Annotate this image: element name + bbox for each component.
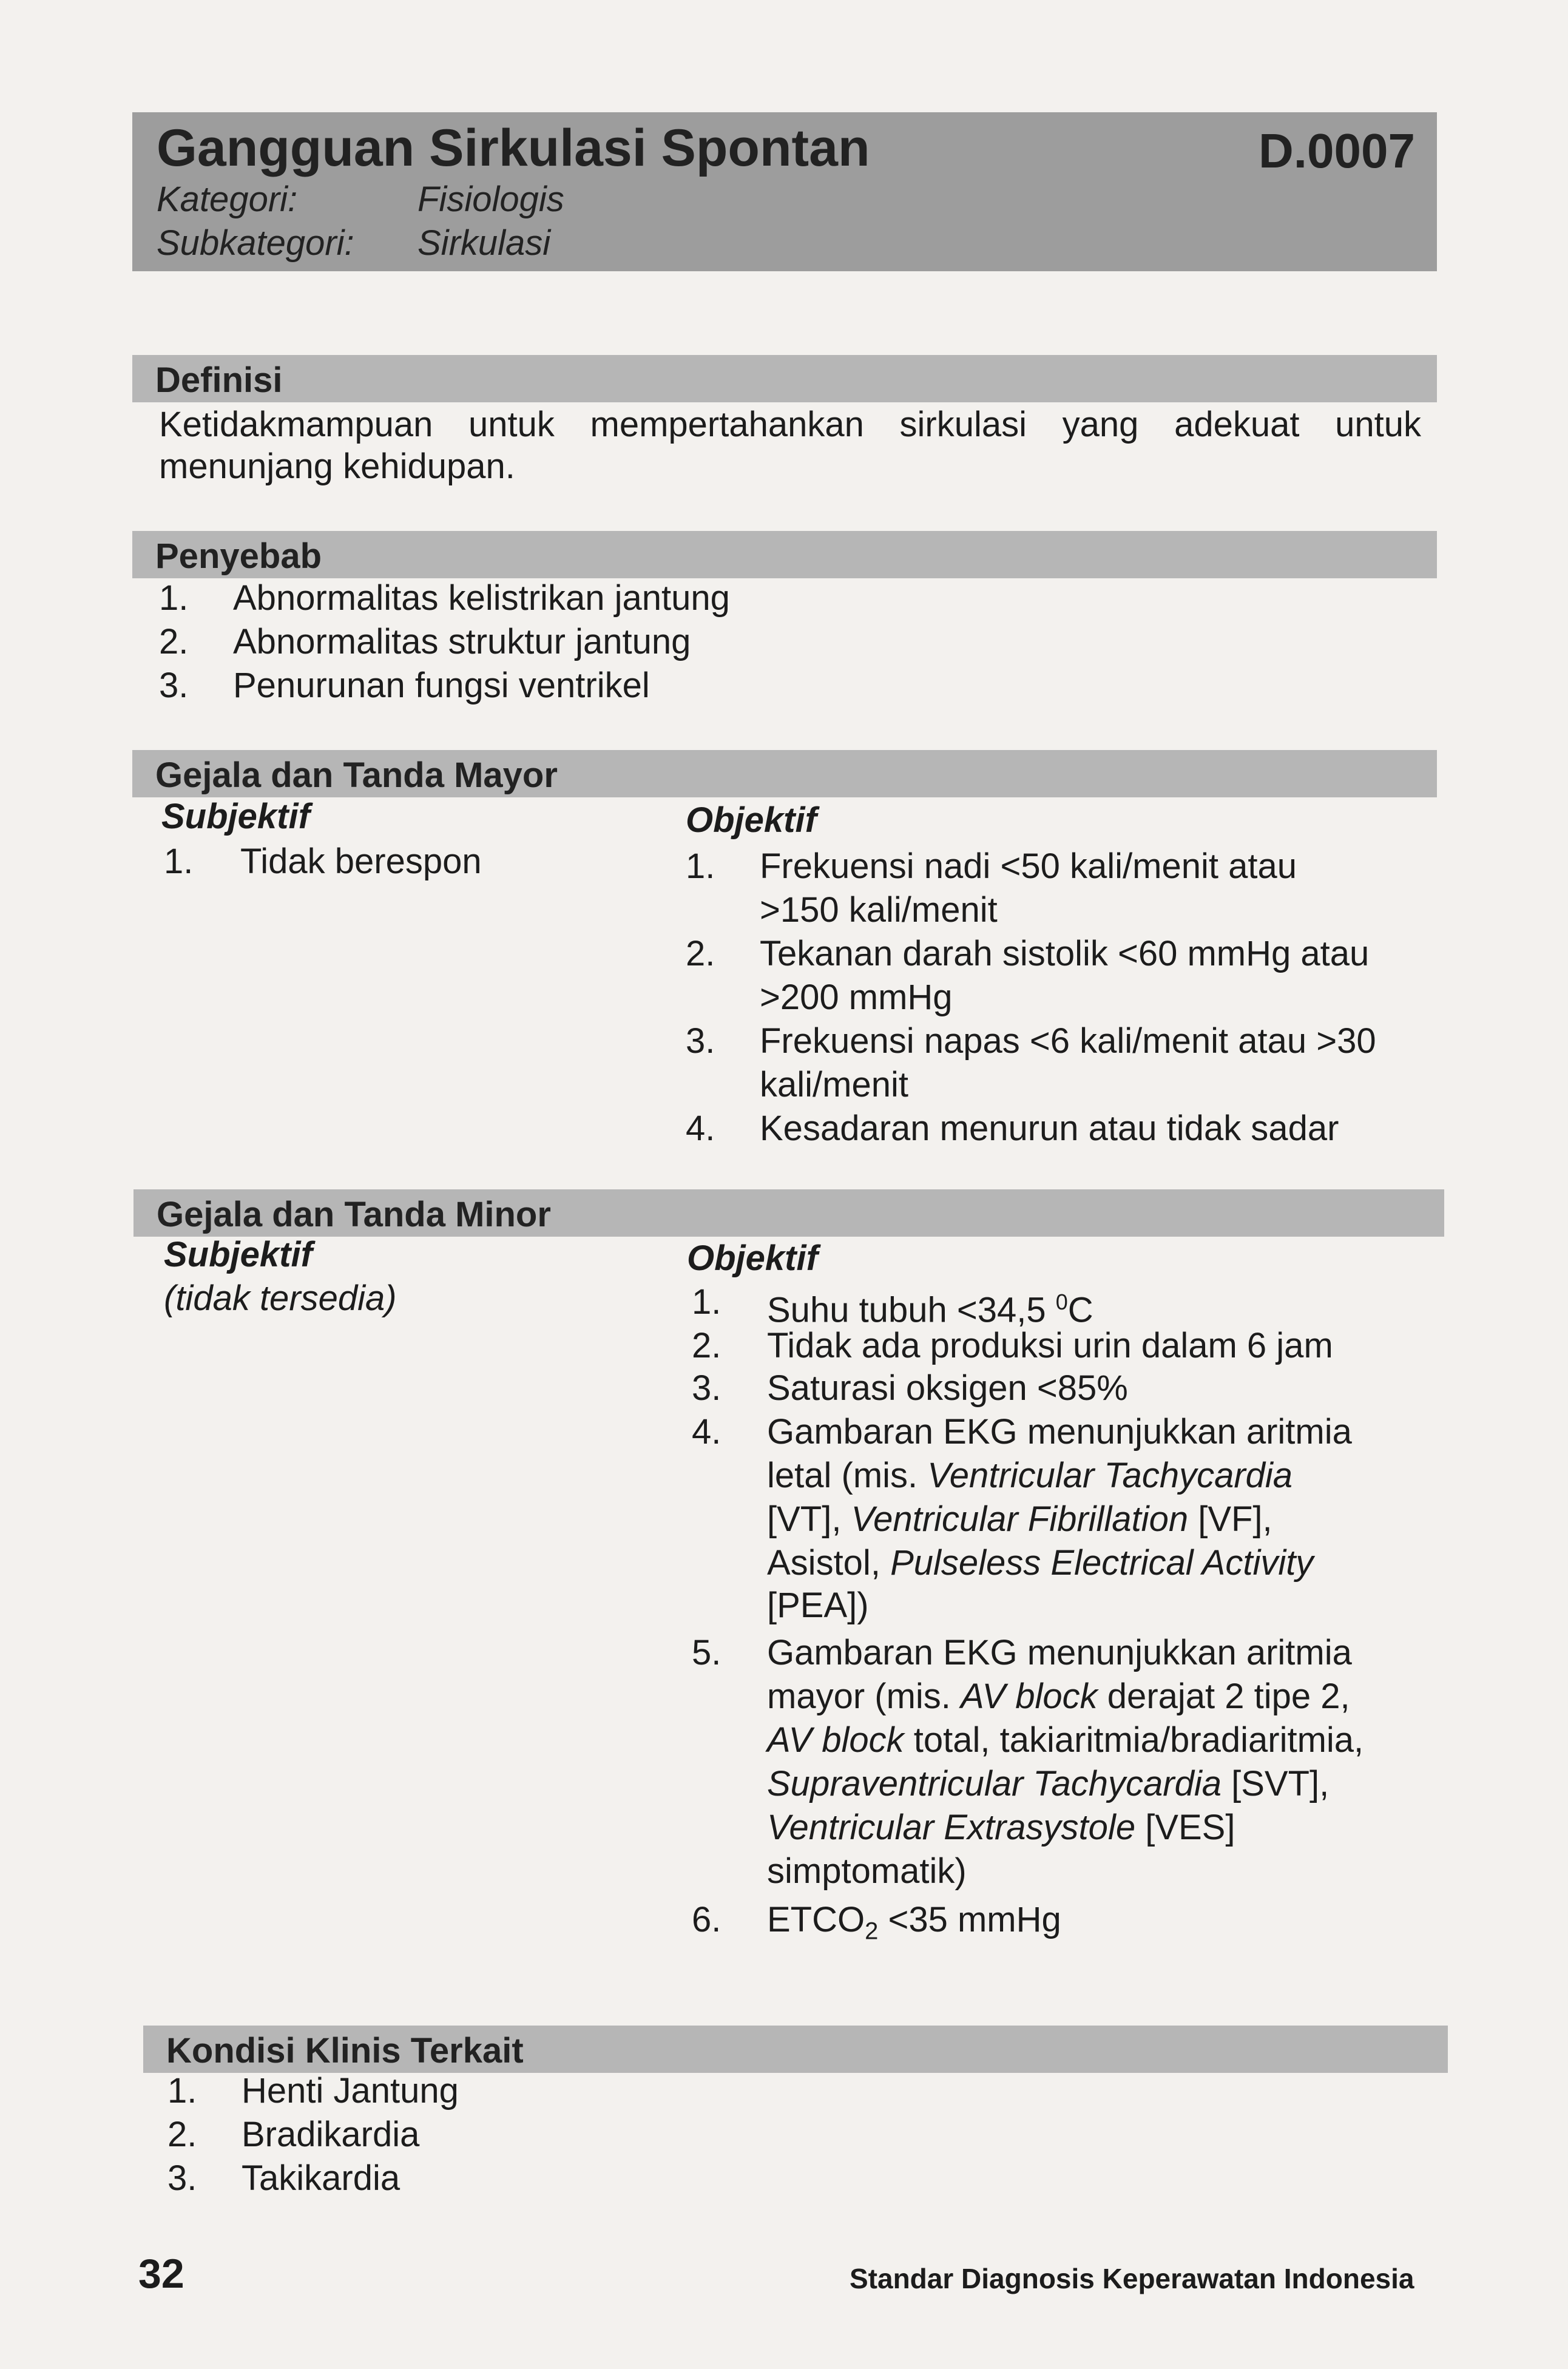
mayor-objektif-line: Tekanan darah sistolik <60 mmHg atau [760, 934, 1370, 973]
kategori-value: Fisiologis [417, 180, 564, 219]
penyebab-item: Penurunan fungsi ventrikel [233, 666, 650, 705]
mayor-objektif-label: Objektif [686, 800, 817, 840]
mayor-objektif-line: kali/menit [760, 1065, 908, 1104]
minor-objektif-line: Saturasi oksigen <85% [767, 1368, 1128, 1408]
mayor-objektif-num: 1. [686, 847, 715, 886]
minor-objektif-num: 6. [692, 1900, 721, 1939]
minor-objektif-line: Tidak ada produksi urin dalam 6 jam [767, 1326, 1333, 1365]
minor-objektif-num: 3. [692, 1368, 721, 1408]
text-run-italic: Ventricular Extrasystole [767, 1808, 1136, 1847]
diagnosis-title: Gangguan Sirkulasi Spontan [157, 119, 870, 177]
minor-objektif-line: Gambaran EKG menunjukkan aritmia [767, 1633, 1352, 1672]
text-run: letal (mis. [767, 1456, 928, 1495]
text-run: [SVT], [1222, 1764, 1330, 1803]
text-run-italic: AV block [767, 1720, 904, 1760]
penyebab-num: 3. [159, 666, 189, 705]
minor-objektif-line [767, 1762, 1329, 1806]
minor-objektif-line: simptomatik) [767, 1851, 967, 1891]
definisi-line-2: menunjang kehidupan. [159, 447, 515, 486]
kondisi-num: 2. [167, 2115, 197, 2154]
penyebab-heading: Penyebab [155, 536, 322, 576]
definisi-bar [132, 355, 1437, 402]
mayor-objektif-line: Frekuensi nadi <50 kali/menit atau [760, 847, 1297, 886]
penyebab-item: Abnormalitas struktur jantung [233, 622, 691, 661]
mayor-objektif-line: Kesadaran menurun atau tidak sadar [760, 1109, 1339, 1148]
mayor-subjektif-num: 1. [164, 842, 194, 881]
subkategori-value: Sirkulasi [417, 223, 551, 263]
text-run: Asistol, [767, 1543, 891, 1583]
definisi-line-1: Ketidakmampuan untuk mempertahankan sirkulasi yang adekuat untuk [159, 405, 1421, 444]
kondisi-item: Takikardia [242, 2158, 400, 2198]
penyebab-num: 1. [159, 578, 189, 618]
text-run: derajat 2 tipe 2, [1097, 1677, 1350, 1716]
minor-objektif-line: Gambaran EKG menunjukkan aritmia [767, 1412, 1352, 1451]
penyebab-num: 2. [159, 622, 189, 661]
kondisi-item: Bradikardia [242, 2115, 420, 2154]
minor-objektif-num: 2. [692, 1326, 721, 1365]
kondisi-heading: Kondisi Klinis Terkait [166, 2031, 524, 2070]
suhu-text: Suhu tubuh <34,5 [767, 1290, 1046, 1330]
text-run: [VT], [767, 1499, 851, 1539]
penyebab-item: Abnormalitas kelistrikan jantung [233, 578, 730, 618]
text-run: total, takiaritmia/bradiaritmia, [904, 1720, 1364, 1760]
etco-sub: 2 [865, 1918, 879, 1945]
kondisi-num: 3. [167, 2158, 197, 2198]
page-number: 32 [138, 2251, 184, 2297]
minor-objektif-num: 4. [692, 1412, 721, 1451]
text-run-italic: Supraventricular Tachycardia [767, 1764, 1222, 1803]
mayor-objektif-num: 4. [686, 1109, 715, 1148]
text-run: [VES] [1135, 1808, 1235, 1847]
minor-subjektif-label: Subjektif [164, 1235, 313, 1274]
text-run-italic: AV block [961, 1677, 1098, 1716]
mayor-subjektif-label: Subjektif [161, 797, 310, 836]
kondisi-bar [143, 2026, 1448, 2073]
minor-objektif-num: 5. [692, 1633, 721, 1672]
kondisi-item: Henti Jantung [242, 2071, 459, 2110]
mayor-objektif-line: >200 mmHg [760, 978, 953, 1017]
subkategori-label: Subkategori: [157, 223, 354, 263]
text-run-italic: Ventricular Fibrillation [851, 1499, 1189, 1539]
kondisi-num: 1. [167, 2071, 197, 2110]
minor-objektif-label: Objektif [687, 1239, 818, 1278]
mayor-bar [132, 750, 1437, 797]
mayor-heading: Gejala dan Tanda Mayor [155, 755, 558, 795]
minor-bar [133, 1189, 1444, 1237]
degree-sup: 0 [1055, 1289, 1068, 1314]
minor-objektif-line [767, 1718, 1364, 1762]
text-run-italic: Ventricular Tachycardia [927, 1456, 1293, 1495]
minor-objektif-line [767, 1806, 1235, 1850]
text-run: [VF], [1188, 1499, 1272, 1539]
etco-value: <35 mmHg [878, 1900, 1061, 1939]
suhu-unit: C [1067, 1290, 1093, 1330]
kategori-label: Kategori: [157, 180, 298, 219]
mayor-objektif-num: 2. [686, 934, 715, 973]
penyebab-bar [132, 531, 1437, 578]
diagnosis-code: D.0007 [1259, 124, 1415, 178]
book-title: Standar Diagnosis Keperawatan Indonesia [850, 2263, 1414, 2294]
minor-objektif-num: 1. [692, 1282, 721, 1322]
minor-subjektif-note: (tidak tersedia) [164, 1279, 397, 1318]
mayor-objektif-line: >150 kali/menit [760, 890, 998, 930]
diagnosis-header [132, 112, 1437, 271]
mayor-objektif-line: Frekuensi napas <6 kali/menit atau >30 [760, 1021, 1376, 1061]
minor-objektif-line [767, 1675, 1350, 1718]
mayor-objektif-num: 3. [686, 1021, 715, 1061]
mayor-subjektif-item: Tidak berespon [240, 842, 482, 881]
minor-objektif-line [767, 1541, 1313, 1585]
text-run: mayor (mis. [767, 1677, 961, 1716]
etco-text: ETCO [767, 1900, 865, 1939]
minor-objektif-line [767, 1498, 1272, 1541]
minor-objektif-line [767, 1898, 1061, 1953]
minor-heading: Gejala dan Tanda Minor [157, 1195, 551, 1234]
text-run-italic: Pulseless Electrical Activity [890, 1543, 1314, 1583]
definisi-heading: Definisi [155, 360, 283, 400]
minor-objektif-line [767, 1454, 1293, 1498]
minor-objektif-line: [PEA]) [767, 1586, 869, 1625]
